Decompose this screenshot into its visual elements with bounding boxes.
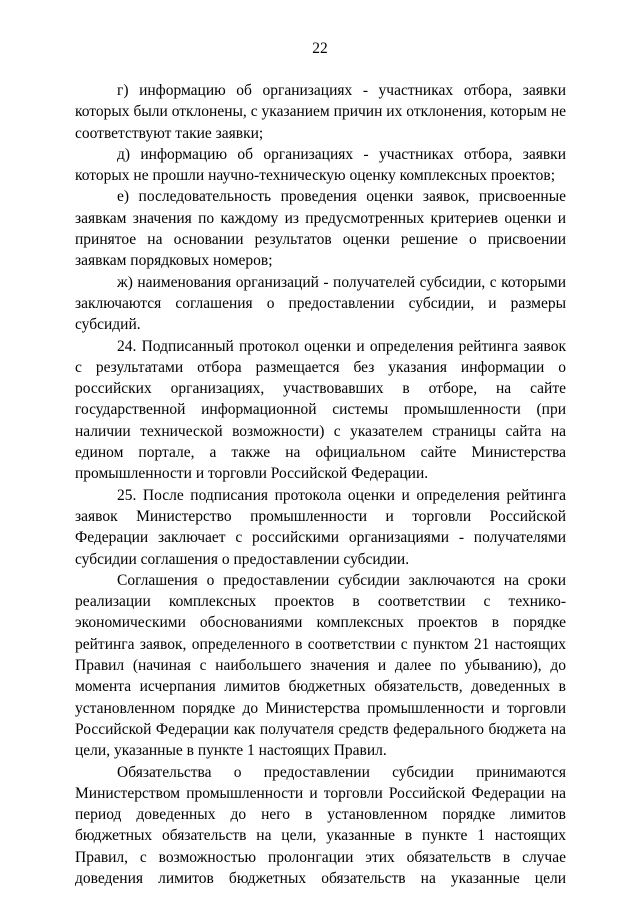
paragraph-clause-25: 25. После подписания протокола оценки и определения рейтинга заявок Министерство промышленности и торговли Российской Федерации заключает с российскими организациями - получателями субсидии соглашения о предоставлении субсидии. xyxy=(75,486,570,568)
paragraph-obligations: Обязательства о предоставлении субсидии принимаются Министерством промышленности и торговли Российской Федерации на период доведенных до него в установленном порядке лимитов бюджетных обязательств на цели, указанные в пункте 1 настоящих Правил, с возможностью пролонгации этих обязательств в случае доведения лимитов бюджетных обязательств на указанные цели xyxy=(75,763,570,887)
paragraph-item-e: е) последовательность проведения оценки заявок, присвоенные заявкам значения по каждому из предусмотренных критериев оценки и принятое на основании результатов оценки решение о присвоении заявкам порядковых номеров; xyxy=(75,188,570,270)
page-number: 22 xyxy=(312,40,328,57)
document-body xyxy=(75,80,570,889)
paragraph-clause-24: 24. Подписанный протокол оценки и определения рейтинга заявок с результатами отбора размещается без указания информации о российских организациях, участвовавших в отборе, на сайте государственной информационной системы промышленности (при наличии технической возможности) с указателем страницы сайта на едином портале, а также на официальном сайте Министерства промышленности и торговли Российской Федерации. xyxy=(75,337,570,483)
paragraph-agreements: Соглашения о предоставлении субсидии заключаются на сроки реализации комплексных проектов в соответствии с технико-экономическими обоснованиями комплексных проектов в порядке рейтинга заявок, определенного в соответствии с пунктом 21 настоящих Правил (начиная с наибольшего значения и далее по убыванию), до момента исчерпания лимитов бюджетных обязательств, доведенных в установленном порядке до Министерства промышленности и торговли Российской Федерации как получателя средств федерального бюджета на цели, указанные в пункте 1 настоящих Правил. xyxy=(75,571,570,760)
paragraph-item-g: г) информацию об организациях - участниках отбора, заявки которых были отклонены, с указанием причин их отклонения, которым не соответствуют такие заявки; xyxy=(75,82,570,142)
paragraph-item-d: д) информацию об организациях - участниках отбора, заявки которых не прошли научно-техническую оценку комплексных проектов; xyxy=(75,145,570,185)
paragraph-item-zh: ж) наименования организаций - получателей субсидии, с которыми заключаются соглашения о предоставлении субсидии, и размеры субсидий. xyxy=(75,273,570,334)
